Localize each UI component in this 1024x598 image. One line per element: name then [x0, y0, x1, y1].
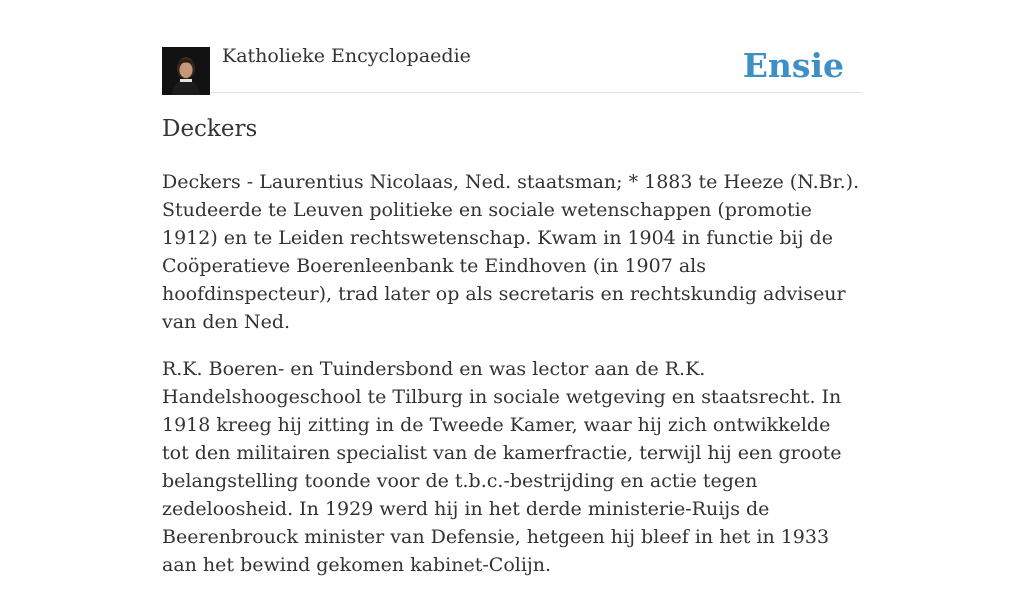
article-paragraph: Deckers - Laurentius Nicolaas, Ned. staatsman; * 1883 te Heeze (N.Br.). Studeerde te Leuven politieke en sociale wetenschappen (promotie 1912) en te Leiden rechtswetenschap. Kwam in 1904 in functie bij de Coöperatieve Boerenleenbank te Eindhoven (in 1907 als hoofdinspecteur), trad later op als secretaris en rechtskundig adviseur van den Ned. [162, 171, 860, 333]
article-paragraph: R.K. Boeren- en Tuindersbond en was lector aan de R.K. Handelshoogeschool te Tilburg in sociale wetgeving en staatsrecht. In 1918 kreeg hij zitting in de Tweede Kamer, waar hij zich ontwikkelde tot den militairen specialist van de kamerfractie, terwijl hij een groote belangstelling toonde voor de t.b.c.-bestrijding en actie tegen zedeloosheid. In 1929 werd hij in het derde ministerie-Ruijs de Beerenbrouck minister van Defensie, hetgeen hij bleef in het in 1933 aan het bewind gekomen kabinet-Colijn. [162, 358, 842, 576]
source-name[interactable]: Katholieke Encyclopaedie [222, 45, 471, 67]
brand-logo[interactable]: Ensie [742, 46, 844, 85]
article-header [162, 0, 862, 93]
article-title: Deckers [162, 116, 258, 142]
portrait-avatar-icon[interactable] [162, 47, 210, 95]
article-body [162, 168, 862, 598]
portrait-icon [162, 47, 210, 95]
article-page [162, 0, 862, 576]
